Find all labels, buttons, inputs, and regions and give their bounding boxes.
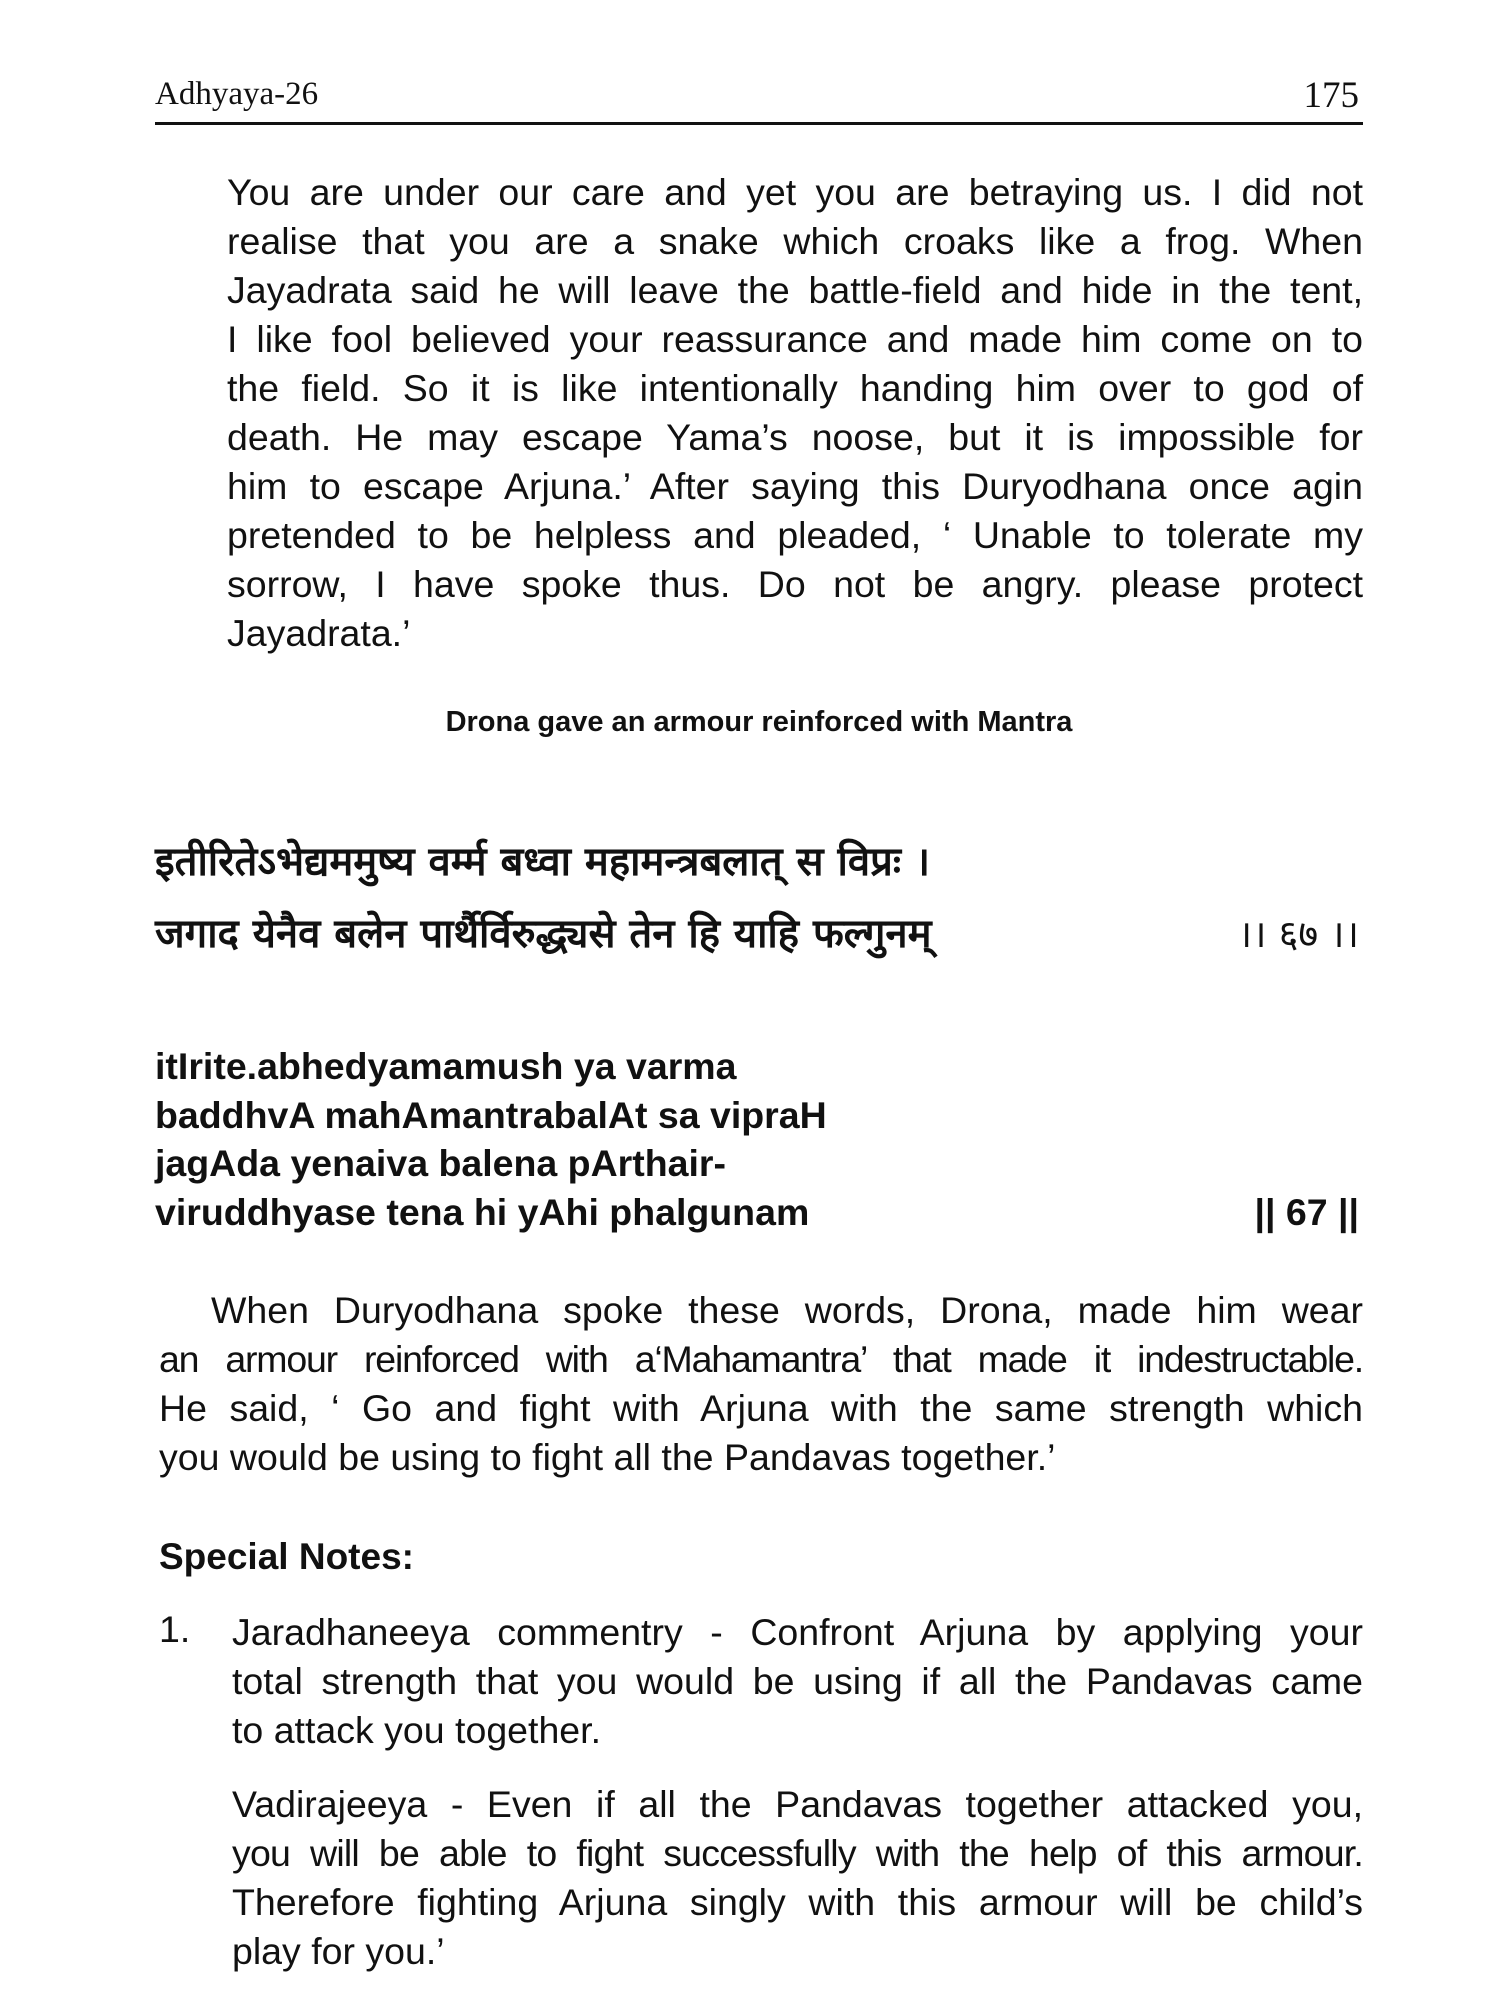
section-heading: Drona gave an armour reinforced with Mantra (445, 706, 1073, 738)
sanskrit-line: जगाद येनैव बलेन पार्थैर्विरुद्ध्यसे तेन हि याहि फल्गुनम् (155, 910, 932, 957)
text-line: realise that you are a snake which croaks like a frog. When (227, 220, 1363, 262)
transliteration-line: itIrite.abhedyamamush ya varma (155, 1045, 737, 1087)
sanskrit-line: इतीरितेऽभेद्यममुष्य वर्म्म बध्वा महामन्त्रबलात् स विप्रः । (155, 838, 930, 885)
transliteration-line: jagAda yenaiva balena pArthair- (155, 1142, 727, 1184)
text-line: an armour reinforced with a‘Mahamantra’ that made it indestructable. (159, 1338, 1363, 1380)
text-line: You are under our care and yet you are betraying us. I did not (227, 171, 1363, 213)
note-number: 1. (159, 1608, 191, 1650)
text-line: him to escape Arjuna.’ After saying this Duryodhana once agin (227, 465, 1363, 507)
transliteration-line: viruddhyase tena hi yAhi phalgunam (155, 1190, 810, 1233)
text-line: you would be using to fight all the Pandavas together.’ (159, 1436, 1056, 1478)
special-notes-heading: Special Notes: (159, 1536, 414, 1577)
text-line: to attack you together. (232, 1709, 601, 1751)
text-line: pretended to be helpless and pleaded, ‘ Unable to tolerate my (227, 514, 1363, 556)
text-line: you will be able to fight successfully with the help of this armour. (232, 1832, 1363, 1874)
text-line: sorrow, I have spoke thus. Do not be angry. please protect (227, 563, 1363, 605)
page-number: 175 (1303, 75, 1359, 116)
text-line: Jaradhaneeya commentry - Confront Arjuna by applying your (232, 1611, 1363, 1653)
text-line: death. He may escape Yama’s noose, but it is impossible for (227, 416, 1363, 458)
text-line: He said, ‘ Go and fight with Arjuna with the same strength which (159, 1387, 1363, 1429)
transliteration-line: baddhvA mahAmantrabalAt sa vipraH (155, 1093, 827, 1136)
page-header (155, 70, 1363, 125)
note-1-paragraph-1 (232, 1608, 1363, 1755)
verse-number-devanagari: ।। ६७ ।। (1237, 912, 1359, 956)
chapter-title: Adhyaya-26 (155, 76, 319, 112)
paragraph-2 (159, 1286, 1363, 1482)
text-line: Jayadrata.’ (227, 612, 411, 654)
text-line: the field. So it is like intentionally handing him over to god of (227, 367, 1363, 409)
text-line: When Duryodhana spoke these words, Drona, made him wear (211, 1289, 1363, 1331)
paragraph-1 (227, 168, 1363, 658)
text-line: total strength that you would be using if all the Pandavas came (232, 1660, 1363, 1702)
transliteration (155, 1042, 1363, 1236)
text-line: play for you.’ (232, 1930, 445, 1972)
text-line: Therefore fighting Arjuna singly with this armour will be child’s (232, 1881, 1363, 1923)
verse-number: || 67 || (1254, 1190, 1359, 1233)
sanskrit-verse (155, 826, 1363, 970)
text-line: Vadirajeeya - Even if all the Pandavas together attacked you, (232, 1783, 1363, 1825)
text-line: Jayadrata said he will leave the battle-field and hide in the tent, (227, 269, 1363, 311)
note-1-paragraph-2 (232, 1780, 1363, 1976)
text-line: I like fool believed your reassurance and made him come on to (227, 318, 1363, 360)
